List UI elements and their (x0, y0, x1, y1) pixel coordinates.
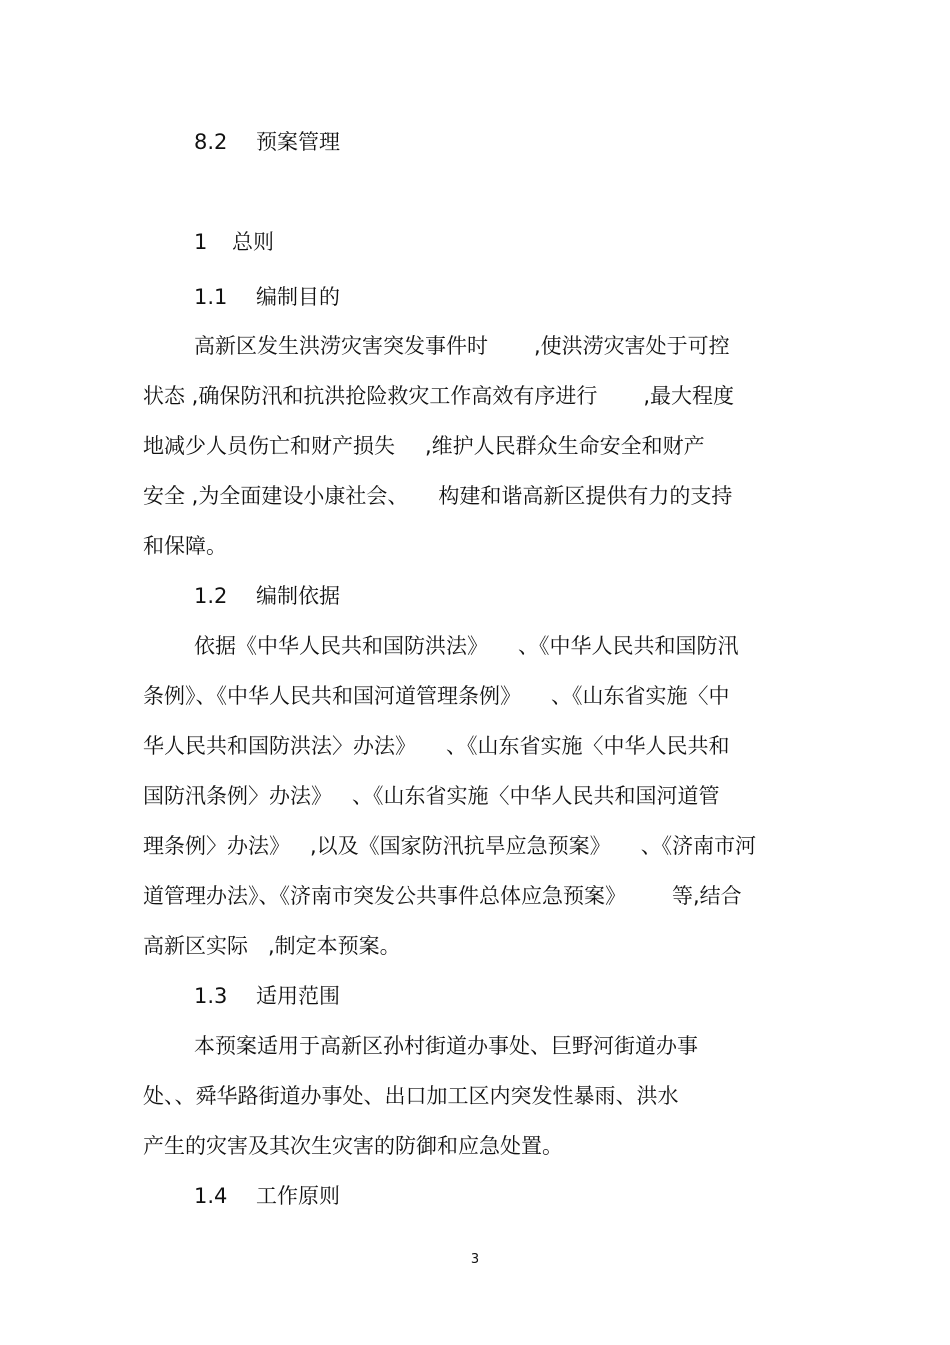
paragraph-line: 本预案适用于高新区孙村街道办事处、巨野河街道办事 (194, 1034, 698, 1058)
subsection-title: 编制目的 (256, 285, 340, 309)
section-heading (194, 128, 340, 156)
subsection-title: 编制依据 (256, 584, 340, 608)
subsection-heading-1-4 (194, 1182, 340, 1210)
paragraph-line: 道管理办法》、《济南市突发公共事件总体应急预案》 等,结合 (143, 884, 742, 908)
chapter-number: 1 (194, 230, 208, 254)
paragraph-line: 理条例〉办法》 ,以及《国家防汛抗旱应急预案》 、《济南市河 (143, 834, 757, 858)
subsection-number: 1.2 (194, 584, 228, 608)
subsection-number: 1.4 (194, 1184, 228, 1208)
paragraph-line: 产生的灾害及其次生灾害的防御和应急处置。 (143, 1134, 563, 1158)
paragraph-line: 依据《中华人民共和国防洪法》 、《中华人民共和国防汛 (194, 634, 739, 658)
paragraph-line: 地减少人员伤亡和财产损失 ,维护人民群众生命安全和财产 (143, 434, 705, 458)
paragraph-line: 和保障。 (143, 534, 227, 558)
section-title: 预案管理 (256, 130, 340, 154)
paragraph-line: 安全 ,为全面建设小康社会、 构建和谐高新区提供有力的支持 (143, 484, 733, 508)
subsection-heading-1-3 (194, 982, 340, 1010)
paragraph-line: 国防汛条例〉办法》 、《山东省实施〈中华人民共和国河道管 (143, 784, 720, 808)
subsection-number: 1.1 (194, 285, 228, 309)
chapter-title: 总则 (232, 230, 274, 254)
paragraph-line: 状态 ,确保防汛和抗洪抢险救灾工作高效有序进行 ,最大程度 (143, 384, 735, 408)
paragraph-line: 华人民共和国防洪法〉办法》 、《山东省实施〈中华人民共和 (143, 734, 730, 758)
subsection-title: 工作原则 (256, 1184, 340, 1208)
paragraph-line: 处、、舜华路街道办事处、出口加工区内突发性暴雨、洪水 (143, 1084, 679, 1108)
paragraph-line: 高新区实际 ,制定本预案。 (143, 934, 401, 958)
paragraph-line: 条例》、《中华人民共和国河道管理条例》 、《山东省实施〈中 (143, 684, 730, 708)
subsection-number: 1.3 (194, 984, 228, 1008)
subsection-heading-1-2 (194, 582, 340, 610)
page-number: 3 (470, 1252, 480, 1267)
chapter-heading (194, 228, 274, 256)
paragraph-line: 高新区发生洪涝灾害突发事件时 ,使洪涝灾害处于可控 (194, 334, 730, 358)
subsection-heading-1-1 (194, 283, 340, 311)
subsection-title: 适用范围 (256, 984, 340, 1008)
section-number: 8.2 (194, 130, 228, 154)
